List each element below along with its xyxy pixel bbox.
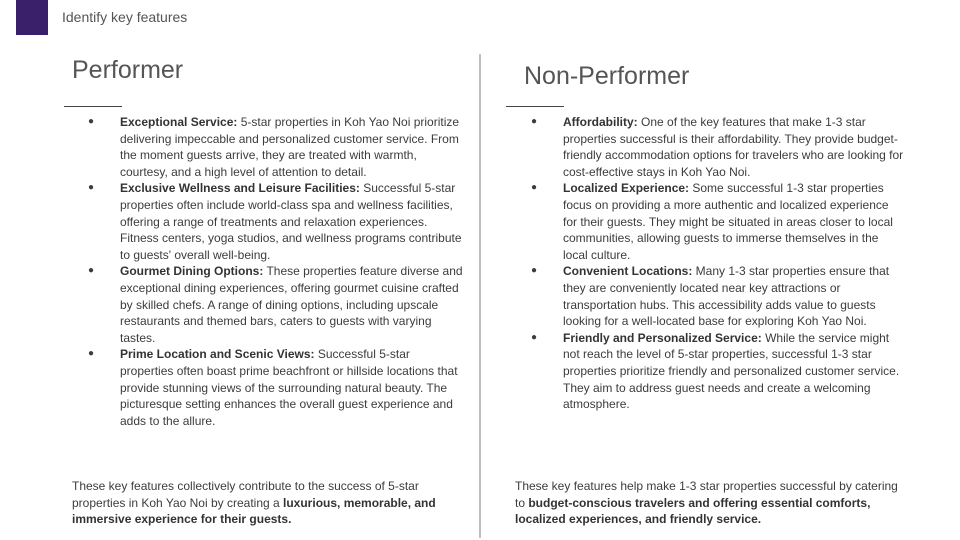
bullet-icon: ● <box>88 265 95 277</box>
bullet-icon: ● <box>88 348 95 360</box>
non-performer-summary: These key features help make 1-3 star properties successful by catering to budget-conscious travelers and offering essential comforts, localized experiences, and friendly service. <box>515 479 898 526</box>
item-text: Successful 5-star properties often boast prime beachfront or hillside locations that provide stunning views of the surrounding natural beauty. The picturesque setting enhances the overall guest experience and adds to the allure. <box>120 347 458 428</box>
bullet-icon: ● <box>88 116 95 127</box>
slide-label: Identify key features <box>62 9 188 25</box>
list-item <box>88 263 464 346</box>
accent-block <box>16 0 48 35</box>
item-term: Localized Experience: <box>563 181 690 196</box>
list-item <box>531 180 905 263</box>
list-item <box>531 330 905 413</box>
item-text: Some successful 1-3 star properties focus on providing a more authentic and localized experience for their guests. They might be situated in areas closer to local communities, allowing guests to immerse themselves in the local culture. <box>563 181 893 262</box>
item-text: One of the key features that make 1-3 star properties successful is their affordability. They provide budget-friendly accommodation options for travelers who are looking for cost-effective stays in Koh Yao Noi. <box>563 115 904 179</box>
item-term: Exclusive Wellness and Leisure Facilities: <box>120 181 360 196</box>
item-text: Many 1-3 star properties ensure that they are conveniently located near key attractions or transportation hubs. This accessibility adds value to guests looking for a well-located base for exploring Koh Yao Noi. <box>563 264 890 329</box>
bullet-icon: ● <box>88 182 95 194</box>
list-item <box>88 346 464 429</box>
bullet-icon: ● <box>531 116 538 127</box>
bullet-icon: ● <box>531 265 538 277</box>
item-term: Friendly and Personalized Service: <box>563 330 762 345</box>
non-performer-list <box>531 114 905 413</box>
item-text: These properties feature diverse and exceptional dining experiences, offering gourmet cuisine crafted by skilled chefs. A range of dining options, including upscale restaurants and themed bars, caters to guests with varying tastes. <box>120 264 463 345</box>
item-text: 5-star properties in Koh Yao Noi prioritize delivering impeccable and personalized customer service. From the moment guests arrive, they are treated with warmth, courtesy, and a high level of attention to detail. <box>120 115 460 179</box>
bullet-icon: ● <box>531 331 538 343</box>
non-performer-title: Non-Performer <box>524 62 690 90</box>
item-term: Exceptional Service: <box>120 115 238 129</box>
performer-summary: These key features collectively contribute to the success of 5-star properties in Koh Yao Noi by creating a luxurious, memorable, and immersive experience for their guests. <box>72 479 436 526</box>
item-text: Successful 5-star properties often include world-class spa and wellness facilities, offering a range of treatments and relaxation experiences. Fitness centers, yoga studios, and wellness programs contribute to guests' overall well-being. <box>120 181 462 262</box>
performer-underline <box>64 106 122 107</box>
list-item <box>531 263 905 329</box>
item-term: Convenient Locations: <box>563 264 693 279</box>
column-divider <box>479 54 481 538</box>
non-performer-underline <box>506 106 564 107</box>
item-term: Affordability: <box>563 115 638 129</box>
list-item <box>88 114 464 180</box>
list-item <box>531 114 905 180</box>
item-term: Prime Location and Scenic Views: <box>120 347 315 362</box>
performer-list <box>88 114 464 429</box>
list-item <box>88 180 464 263</box>
bullet-icon: ● <box>531 182 538 194</box>
performer-title: Performer <box>72 56 184 84</box>
item-term: Gourmet Dining Options: <box>120 264 264 279</box>
item-text: While the service might not reach the level of 5-star properties, successful 1-3 star properties prioritize friendly and personalized customer service. They aim to address guest needs and create a welcoming atmosphere. <box>563 330 900 412</box>
